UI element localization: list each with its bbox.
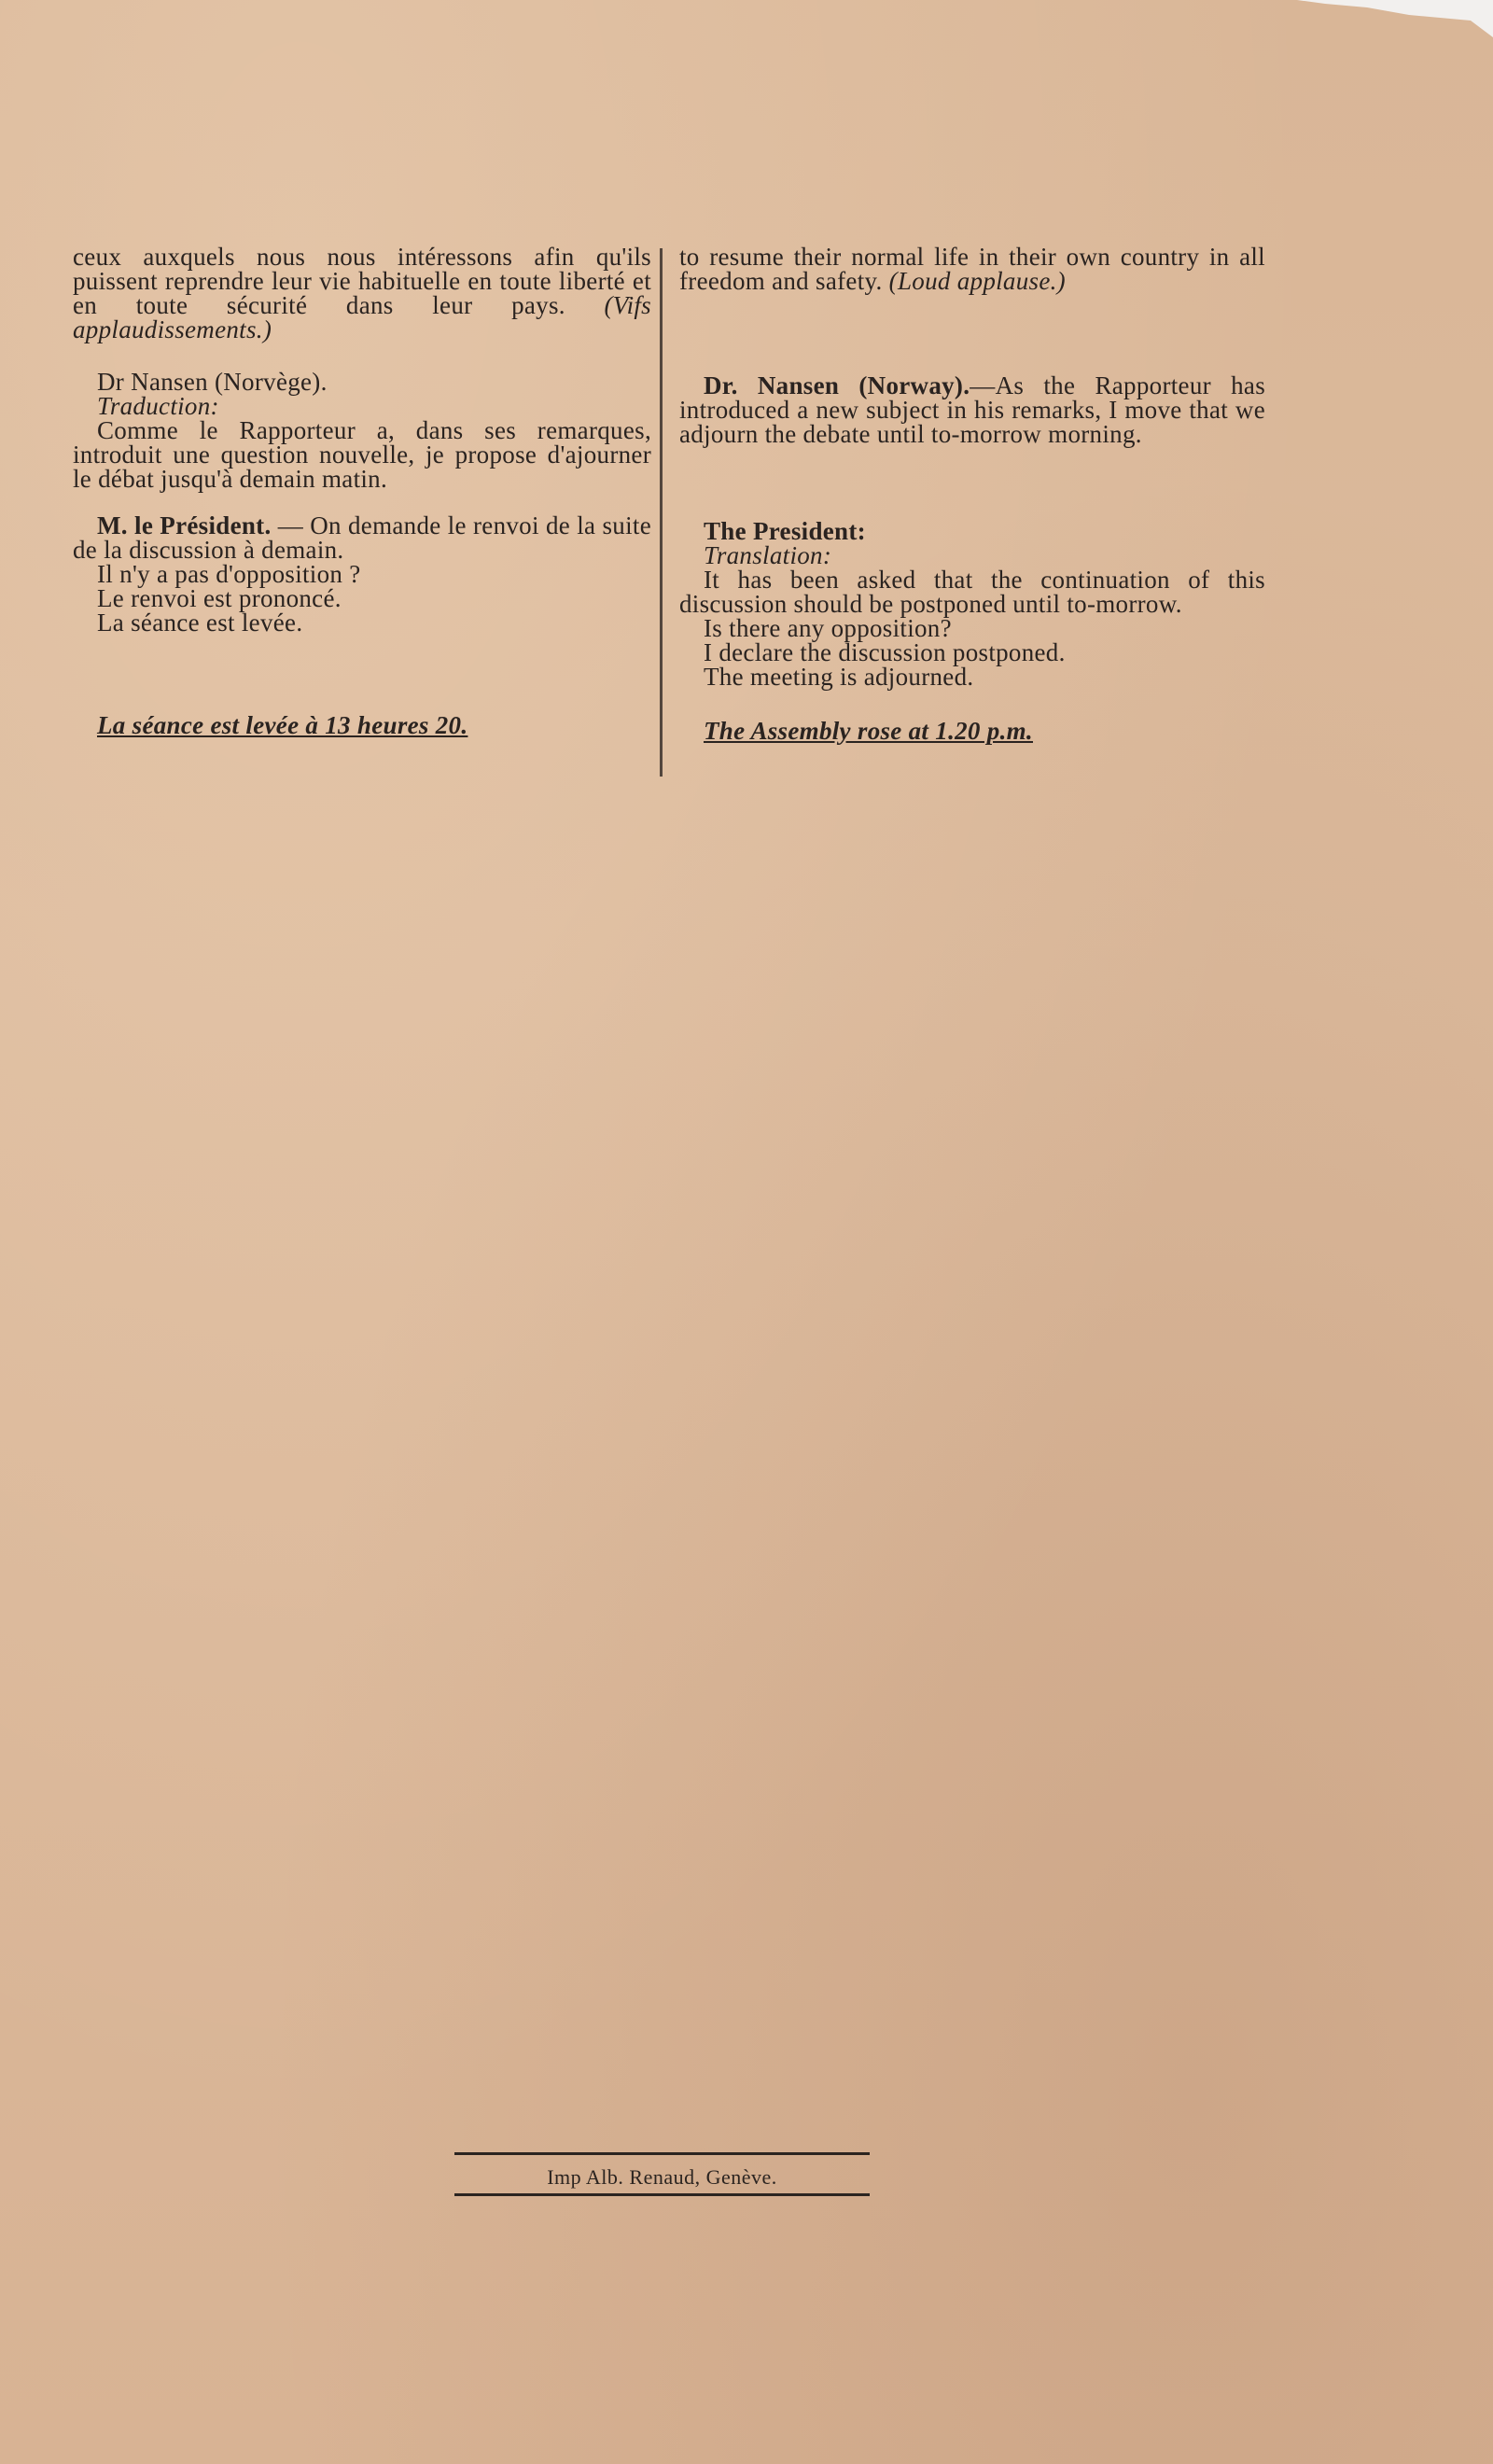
applause-note-en: (Loud applause.): [888, 267, 1066, 295]
applause-note-fr: (Vifs applaudissements.): [73, 291, 651, 343]
column-divider: [660, 248, 663, 777]
french-paragraph-1: ceux auxquels nous nous intéressons afin qu'ils puissent reprendre leur vie habituelle en toute liberté et en toute sécurité dans leur pays. (Vifs applaudissements.): [73, 243, 651, 343]
opposition-line-en: Is there any opposition?: [704, 614, 952, 642]
adjourned-line-en: The meeting is adjourned.: [704, 663, 974, 691]
translation-label-en: Translation:: [704, 541, 832, 569]
declare-line-en: I declare the discussion postponed.: [704, 638, 1066, 666]
english-paragraph-1: to resume their normal life in their own country in all freedom and safety. (Loud applause.): [679, 243, 1265, 295]
footer-rule-bottom: [454, 2193, 870, 2196]
speaker-nansen-en: Dr. Nansen (Norway).—As the Rapporteur has introduced a new subject in his remarks, I move that we adjourn the debate until to-morrow morning.: [679, 371, 1265, 448]
levee-line-fr: La séance est levée.: [97, 609, 303, 637]
president-statement-fr: M. le Président. — On demande le renvoi de la suite de la discussion à demain.: [73, 511, 651, 564]
renvoi-line-fr: Le renvoi est prononcé.: [97, 584, 342, 612]
french-column: [73, 245, 651, 737]
closing-line-en: The Assembly rose at 1.20 p.m.: [704, 717, 1033, 745]
closing-line-fr: La séance est levée à 13 heures 20.: [97, 711, 468, 739]
english-column: [679, 245, 1265, 743]
english-paragraph-2: It has been asked that the continuation of this discussion should be postponed until to-morrow.: [679, 566, 1265, 618]
translation-label-fr: Traduction:: [97, 392, 219, 420]
speaker-label-en: Dr. Nansen (Norway).: [704, 371, 970, 399]
french-paragraph-2: Comme le Rapporteur a, dans ses remarques, introduit une question nouvelle, je propose d'ajourner le débat jusqu'à demain matin.: [73, 416, 651, 493]
opposition-line-fr: Il n'y a pas d'opposition ?: [97, 560, 361, 588]
speaker-nansen-fr: Dr Nansen (Norvège).: [97, 368, 328, 396]
president-label-fr: M. le Président.: [97, 511, 272, 539]
footer-rule-top: [454, 2152, 870, 2155]
president-label-en: The President:: [704, 517, 866, 545]
printer-imprint: Imp Alb. Renaud, Genève.: [547, 2165, 777, 2189]
